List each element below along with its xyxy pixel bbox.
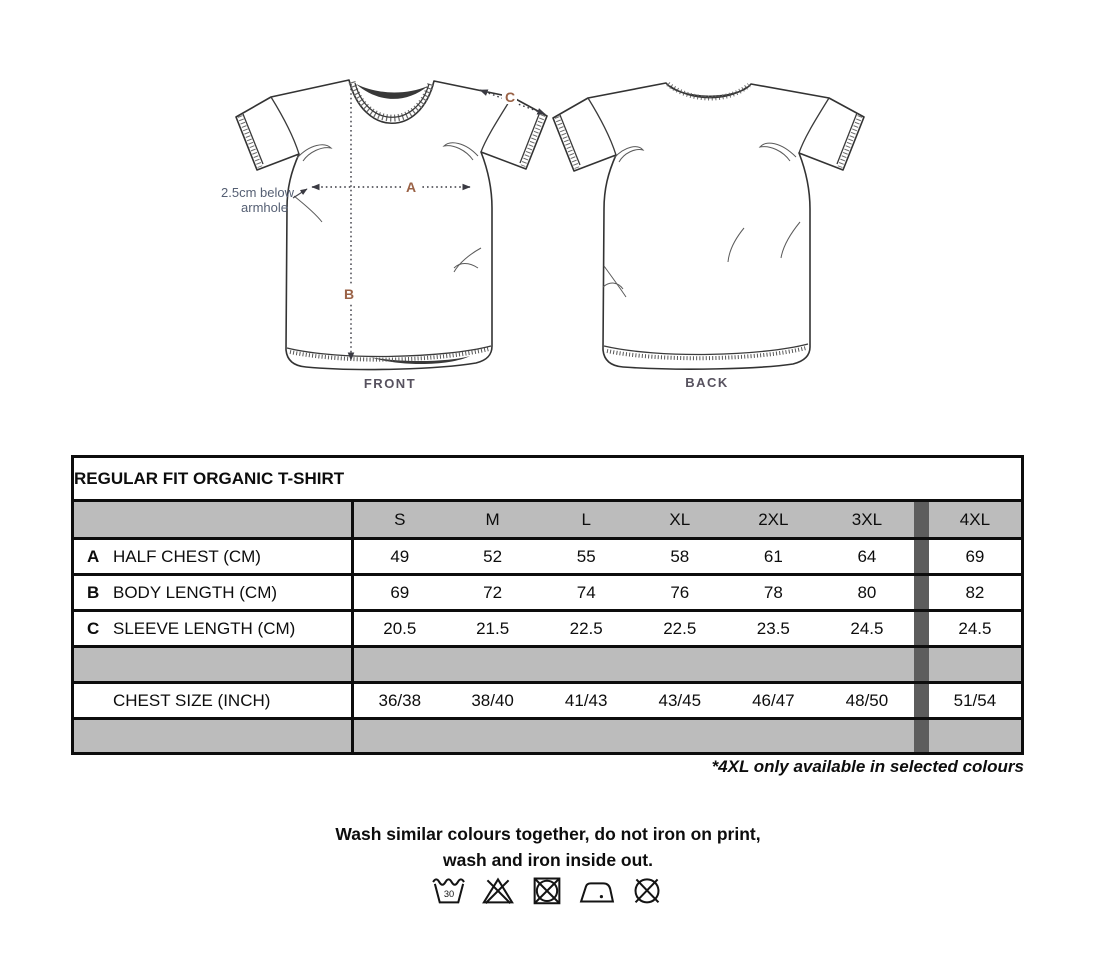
cell-value: 24.5 [929,611,1023,647]
wash-instructions-line2: wash and iron inside out. [442,850,654,870]
table-row-sleeve-length [73,611,1023,647]
wash-instructions-line1: Wash similar colours together, do not iron on print, [335,824,761,844]
cell-value: 38/40 [446,683,540,719]
tshirt-measurement-diagram [0,0,1096,440]
do-not-dry-clean-icon [628,875,666,905]
dimension-b-label: B [343,286,355,302]
cell-value: 51/54 [929,683,1023,719]
column-separator [914,575,929,611]
column-separator [914,539,929,575]
do-not-bleach-icon [479,875,517,905]
table-title-row [73,457,1023,501]
header-size-xl: XL [633,501,727,539]
size-table [71,455,1024,755]
column-separator [914,719,929,754]
cell-value: 36/38 [352,683,446,719]
back-shirt-drawing [553,83,864,369]
cell-value: 64 [820,539,914,575]
wash-temp-label: 30 [443,889,455,900]
cell-value: 58 [633,539,727,575]
machine-wash-30-icon [430,875,468,905]
cell-value: 43/45 [633,683,727,719]
header-size-4xl: 4XL [929,501,1023,539]
wash-instructions [0,821,1096,873]
cell-value: 22.5 [539,611,633,647]
spacer-row [73,647,1023,683]
cell-value: 78 [727,575,821,611]
header-size-l: L [539,501,633,539]
cell-value: 69 [352,575,446,611]
column-separator [914,501,929,539]
cell-value: 61 [727,539,821,575]
table-row-half-chest [73,539,1023,575]
cell-value: 80 [820,575,914,611]
spacer-row [73,719,1023,754]
dimension-a-label: A [405,179,417,195]
cell-value: 22.5 [633,611,727,647]
cell-value: 69 [929,539,1023,575]
header-empty-cell [73,501,353,539]
care-symbols [0,875,1096,905]
cell-value: 20.5 [352,611,446,647]
cell-value: 74 [539,575,633,611]
front-shirt-drawing [236,80,547,370]
column-separator [914,611,929,647]
row-label: SLEEVE LENGTH (CM) [113,618,296,638]
header-size-2xl: 2XL [727,501,821,539]
table-row-chest-size [73,683,1023,719]
cell-value: 24.5 [820,611,914,647]
row-label: HALF CHEST (CM) [113,546,261,566]
header-size-m: M [446,501,540,539]
do-not-tumble-dry-icon [528,875,566,905]
armhole-note-line1: 2.5cm below [221,185,294,200]
table-title: REGULAR FIT ORGANIC T-SHIRT [73,457,1023,501]
front-caption: FRONT [363,376,417,391]
cell-value: 49 [352,539,446,575]
cell-value: 82 [929,575,1023,611]
cell-value: 55 [539,539,633,575]
row-label: CHEST SIZE (INCH) [113,690,271,710]
header-size-3xl: 3XL [820,501,914,539]
row-label: BODY LENGTH (CM) [113,582,278,602]
column-separator [914,647,929,683]
cell-value: 76 [633,575,727,611]
dimension-c-label: C [504,89,516,105]
armhole-note-line2: armhole [241,200,288,215]
column-separator [914,683,929,719]
header-size-s: S [352,501,446,539]
cell-value: 41/43 [539,683,633,719]
row-key: C [87,618,100,638]
cell-value: 46/47 [727,683,821,719]
back-caption: BACK [685,375,729,390]
iron-one-dot-icon [577,875,617,905]
footnote-4xl: *4XL only available in selected colours [711,757,1024,776]
row-key: B [87,582,100,602]
cell-value: 21.5 [446,611,540,647]
table-header-row [73,501,1023,539]
cell-value: 52 [446,539,540,575]
cell-value: 72 [446,575,540,611]
cell-value: 23.5 [727,611,821,647]
cell-value: 48/50 [820,683,914,719]
table-row-body-length [73,575,1023,611]
row-key: A [87,546,100,566]
